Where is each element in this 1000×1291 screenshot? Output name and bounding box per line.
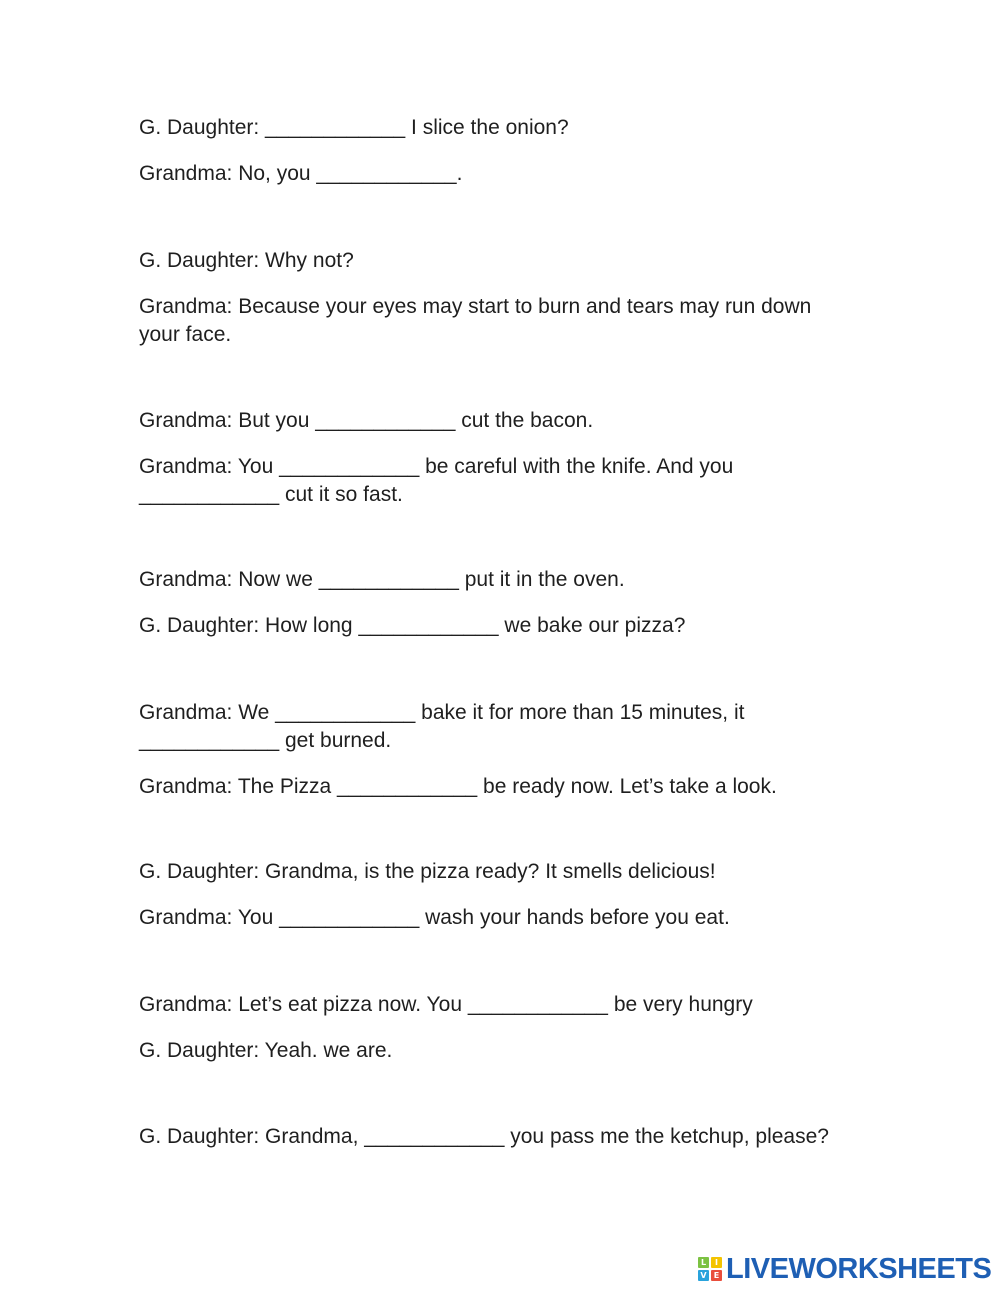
dialogue-line-15: G. Daughter: Grandma, ____________ you pass me the ketchup, please? — [139, 1125, 829, 1148]
dialogue-line-9: Grandma: We ____________ bake it for more than 15 minutes, it ____________ get burned. — [139, 701, 751, 752]
dialogue-line-10: Grandma: The Pizza ____________ be ready now. Let’s take a look. — [139, 775, 777, 798]
dialogue-line-1: G. Daughter: ____________ I slice the onion? — [139, 116, 569, 139]
dialogue-line-4: Grandma: Because your eyes may start to burn and tears may run down your face. — [139, 295, 818, 346]
dialogue-line-3: G. Daughter: Why not? — [139, 249, 354, 272]
dialogue-line-6: Grandma: You ____________ be careful with the knife. And you ____________ cut it so fast. — [139, 455, 740, 506]
logo-letter-e: E — [711, 1270, 722, 1281]
dialogue-line-5: Grandma: But you ____________ cut the bacon. — [139, 409, 594, 432]
dialogue-line-14: G. Daughter: Yeah. we are. — [139, 1039, 393, 1062]
liveworksheets-logo[interactable] — [698, 1254, 991, 1284]
dialogue-line-8: G. Daughter: How long ____________ we bake our pizza? — [139, 614, 686, 637]
logo-letter-l: L — [698, 1257, 709, 1268]
logo-letter-v: V — [698, 1270, 709, 1281]
dialogue-line-12: Grandma: You ____________ wash your hands before you eat. — [139, 906, 730, 929]
liveworksheets-logo-icon — [698, 1257, 722, 1281]
dialogue-line-7: Grandma: Now we ____________ put it in the oven. — [139, 568, 625, 591]
brand-name: LIVEWORKSHEETS — [726, 1253, 992, 1285]
dialogue-line-13: Grandma: Let’s eat pizza now. You ____________ be very hungry — [139, 993, 753, 1016]
dialogue-line-2: Grandma: No, you ____________. — [139, 162, 463, 185]
logo-letter-i: I — [711, 1257, 722, 1268]
dialogue-line-11: G. Daughter: Grandma, is the pizza ready? It smells delicious! — [139, 860, 716, 883]
